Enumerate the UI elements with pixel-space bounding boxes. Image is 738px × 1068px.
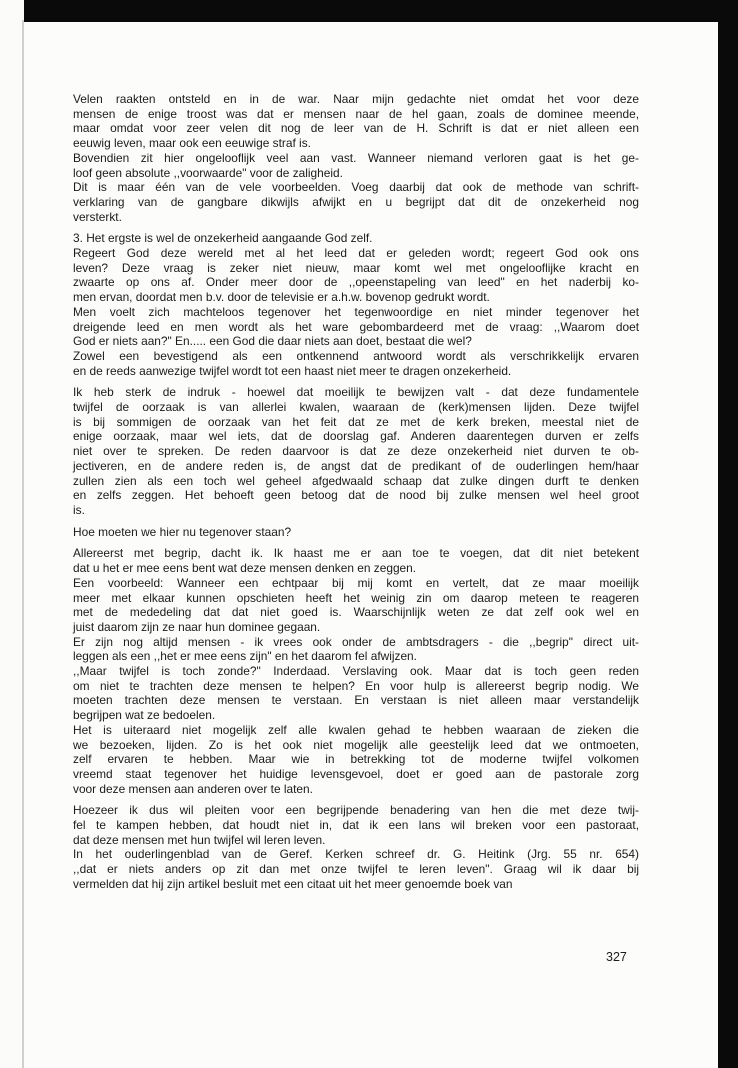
text-line: fel te kampen hebben, dat houdt niet in, dat ik een lans wil breken voor een pastoraat, — [73, 818, 639, 833]
text-line: moeten trachten deze mensen te verstaan. En verstaan is niet alleen maar verstandelijk — [73, 693, 639, 708]
text-line: loof geen absolute ,,voorwaarde" voor de zaligheid. — [73, 165, 343, 180]
text-line: enige oorzaak, maar wel iets, dat de doorslag gaf. Anderen daarentegen durven er zelfs — [73, 429, 639, 444]
paragraph — [73, 635, 639, 664]
text-line: vermelden dat hij zijn artikel besluit met een citaat uit het meer genoemde boek van — [73, 876, 513, 891]
paragraph — [73, 664, 639, 723]
text-line: meer met elkaar kunnen opschieten heeft het weinig zin om daarop meteen te reageren — [73, 590, 639, 605]
text-line: zullen zien als een toch wel geheel afgedwaald schaap dat zulke dingen durft te denken — [73, 473, 639, 488]
text-line: is. — [73, 502, 85, 517]
text-line: Bovendien zit hier ongelooflijk veel aan vast. Wanneer niemand verloren gaat is het ge- — [73, 150, 639, 165]
paragraph — [73, 349, 639, 378]
paragraph — [73, 231, 639, 246]
text-line: verklaring van de gangbare dikwijls afwijkt en u begrijpt dat dit de onzekerheid nog — [73, 194, 639, 209]
text-line: eeuwig leven, maar ook een eeuwige straf is. — [73, 136, 311, 151]
paragraph — [73, 305, 639, 349]
text-line: zelf ervaren te hebben. Maar wie in betrekking tot de moderne twijfel volkomen — [73, 752, 639, 767]
text-line: en zelfs zeggen. Het behoeft geen betoog dat de nood bij zulke mensen wel heel groot — [73, 488, 639, 503]
text-line: om niet te trachten deze mensen te helpen? En voor hulp is allereerst begrip nodig. We — [73, 678, 639, 693]
text-line: God er niets aan?" En..... een God die daar niets aan doet, bestaat die wel? — [73, 334, 472, 349]
body-text — [73, 92, 639, 892]
text-line: leven? Deze vraag is zeker niet nieuw, maar komt wel met ongelooflijke kracht en — [73, 260, 639, 275]
text-line: is bij sommigen de oorzaak van het feit dat ze met de kerk breken, meestal niet de — [73, 414, 639, 429]
text-line: dreigende leed en men wordt als het ware gebombardeerd met de vraag: ,,Waarom doet — [73, 319, 639, 334]
text-line: met de mededeling dat dat niet goed is. Waarschijnlijk weten ze dat zelf ook wel en — [73, 605, 639, 620]
paragraph — [73, 151, 639, 180]
text-line: niet over te spreken. De reden daarvoor is dat ze deze onzekerheid niet durven te ob- — [73, 444, 639, 459]
text-line: maar omdat voor zeer velen dit nog de leer van de H. Schrift is dat er niet alleen een — [73, 121, 639, 136]
text-line: vreemd staat tegenover het huidige levensgevoel, doet er goed aan de pastorale zorg — [73, 766, 639, 781]
text-line: dat u het er mee eens bent wat deze mensen denken en zeggen. — [73, 561, 417, 576]
text-line: Dit is maar één van de vele voorbeelden. Voeg daarbij dat ook de methode van schrift- — [73, 180, 639, 195]
text-line: Allereerst met begrip, dacht ik. Ik haast me er aan toe te voegen, dat dit niet betekent — [73, 546, 639, 561]
text-line: dat deze mensen met hun twijfel wil leren leven. — [73, 832, 326, 847]
page-number: 327 — [606, 950, 627, 964]
text-line: versterkt. — [73, 209, 122, 224]
text-line: twijfel de oorzaak is van allerlei kwalen, waaraan de (kerk)mensen lijden. Deze twijfel — [73, 400, 639, 415]
text-line: Hoe moeten we hier nu tegenover staan? — [73, 524, 292, 539]
scan-border-right — [718, 0, 738, 1068]
text-line: Er zijn nog altijd mensen - ik vrees ook onder de ambtsdragers - die ,,begrip" direct uit- — [73, 634, 639, 649]
text-line: begrijpen wat ze bedoelen. — [73, 708, 216, 723]
text-line: Een voorbeeld: Wanneer een echtpaar bij mij komt en vertelt, dat ze maar moeilijk — [73, 575, 639, 590]
paragraph — [73, 525, 639, 540]
text-line: jectiveren, en de andere reden is, de angst dat de predikant of de ouderlingen hem/haar — [73, 458, 639, 473]
text-line: mensen de enige troost was dat er mensen naar de hel gaan, zoals de dominee meende, — [73, 106, 639, 121]
text-line: zwaarte op ons af. Onder meer door de ,,opeenstapeling van leed" en het naderbij ko- — [73, 275, 639, 290]
text-line: Het is uiteraard niet mogelijk zelf alle kwalen gehad te hebben waaraan de zieken die — [73, 722, 639, 737]
text-line: voor deze mensen aan anderen over te laten. — [73, 781, 313, 796]
text-line: Hoezeer ik dus wil pleiten voor een begrijpende benadering van hen die met deze twij- — [73, 803, 639, 818]
paragraph — [73, 546, 639, 575]
paragraph — [73, 180, 639, 224]
scan-border-top — [24, 0, 738, 22]
text-line: en de reeds aanwezige twijfel wordt tot een haast niet meer te dragen onzekerheid. — [73, 363, 512, 378]
text-line: juist daarom zijn ze naar hun dominee gegaan. — [73, 619, 321, 634]
text-line: Regeert God deze wereld met al het leed dat er geleden wordt; regeert God ook ons — [73, 246, 639, 261]
text-line: Velen raakten ontsteld en in de war. Naar mijn gedachte niet omdat het voor deze — [73, 92, 639, 106]
text-line: we bezoeken, lijden. Zo is het ook niet mogelijk alle geestelijk leed dat we ontmoeten, — [73, 737, 639, 752]
text-line: In het ouderlingenblad van de Geref. Kerken schreef dr. G. Heitink (Jrg. 55 nr. 654) — [73, 847, 639, 862]
paragraph — [73, 803, 639, 847]
paragraph — [73, 92, 639, 151]
text-line: Zowel een bevestigend als een ontkennend antwoord wordt als verschrikkelijk ervaren — [73, 348, 639, 363]
paragraph — [73, 847, 639, 891]
text-line: leggen als een ,,het er mee eens zijn" en het daarom fel afwijzen. — [73, 649, 417, 664]
text-line: 3. Het ergste is wel de onzekerheid aangaande God zelf. — [73, 231, 373, 246]
paragraph — [73, 246, 639, 305]
text-line: Ik heb sterk de indruk - hoewel dat moeilijk te bewijzen valt - dat deze fundamentele — [73, 385, 639, 400]
paragraph — [73, 723, 639, 797]
text-line: ,,Maar twijfel is toch zonde?" Inderdaad. Verslaving ook. Maar dat is toch geen reden — [73, 664, 639, 679]
paragraph — [73, 385, 639, 517]
paragraph — [73, 576, 639, 635]
text-line: Men voelt zich machteloos tegenover het tegenwoordige en niet minder tegenover het — [73, 304, 639, 319]
text-line: ,,dat er niets anders op zit dan met onze twijfel te leren leven". Graag wil ik daar bij — [73, 862, 639, 877]
text-line: men ervan, doordat men b.v. door de televisie er a.h.w. bovenop gedrukt wordt. — [73, 290, 490, 305]
